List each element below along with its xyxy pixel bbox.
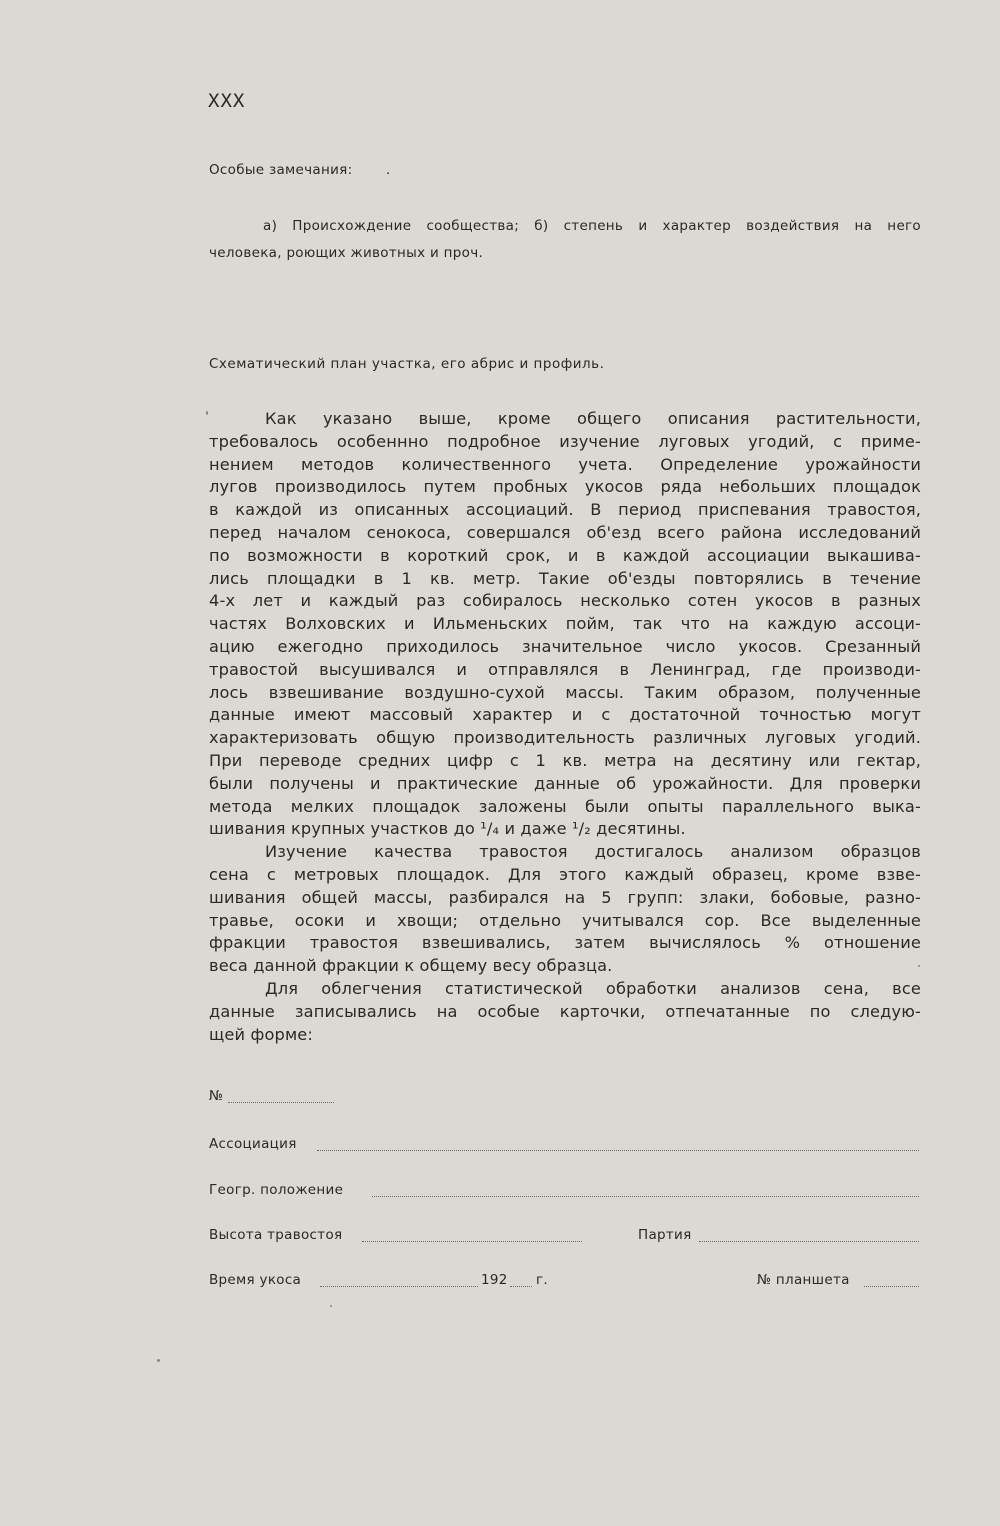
paragraph-1 bbox=[209, 408, 921, 841]
form-year-suffix: г. bbox=[536, 1272, 548, 1288]
body-text bbox=[209, 408, 921, 1046]
text-line: шивания общей массы, разбирался на 5 групп: злаки, бобовые, разно- bbox=[209, 887, 921, 907]
form-mowing-time-label: Время укоса bbox=[209, 1272, 302, 1288]
paper-speck bbox=[206, 411, 208, 415]
text-line: лись площадки в 1 кв. метр. Такие об'езды повторялись в течение bbox=[209, 568, 921, 588]
text-line: ацию ежегодно приходилось значительное число укосов. Срезанный bbox=[209, 636, 921, 656]
form-tablet-number-label: № планшета bbox=[757, 1272, 850, 1288]
page-number: XXX bbox=[208, 90, 246, 112]
form-year-label: 192 bbox=[481, 1272, 508, 1288]
text-line: данные записывались на особые карточки, отпечатанные по следую- bbox=[209, 1001, 921, 1021]
special-notes-heading: Особые замечания: bbox=[209, 162, 353, 178]
text-line: Как указано выше, кроме общего описания растительности, bbox=[265, 409, 921, 428]
text-line: по возможности в короткий срок, и в каждой ассоциации выкашива- bbox=[209, 545, 921, 565]
special-notes-line-1: а) Происхождение сообщества; б) степень и характер воздействия на него bbox=[263, 218, 921, 234]
plan-caption: Схематический план участка, его абрис и профиль. bbox=[209, 356, 605, 372]
form-stand-height-blank bbox=[362, 1241, 582, 1242]
form-stand-height-label: Высота травостоя bbox=[209, 1227, 343, 1243]
text-line: характеризовать общую производительность различных луговых угодий. bbox=[209, 728, 921, 748]
text-line: нением методов количественного учета. Определение урожайности bbox=[209, 454, 921, 474]
paper-speck bbox=[330, 1305, 332, 1307]
text-line: травье, осоки и хвощи; отдельно учитывался сор. Все выделенные bbox=[209, 910, 921, 930]
paper-speck bbox=[157, 1359, 160, 1362]
text-line: лось взвешивание воздушно-сухой массы. Таким образом, полученные bbox=[209, 682, 921, 702]
form-tablet-number-blank bbox=[864, 1286, 919, 1287]
form-party-label: Партия bbox=[638, 1227, 692, 1243]
text-line: травостой высушивался и отправлялся в Ленинград, где производи- bbox=[209, 659, 921, 679]
form-association-label: Ассоциация bbox=[209, 1136, 297, 1152]
speck-mark: . bbox=[386, 162, 391, 178]
text-line: шивания крупных участков до ¹/₄ и даже ¹/₂ десятины. bbox=[209, 819, 686, 839]
text-line: веса данной фракции к общему весу образца. bbox=[209, 956, 613, 976]
special-notes-line-2: человека, роющих животных и проч. bbox=[209, 245, 484, 261]
text-line: 4-х лет и каждый раз собиралось несколько сотен укосов в разных bbox=[209, 591, 921, 611]
text-line: лугов производилось путем пробных укосов ряда небольших площадок bbox=[209, 477, 921, 497]
text-line: требовалось особеннно подробное изучение луговых угодий, с приме- bbox=[209, 431, 921, 451]
form-mowing-time-blank bbox=[320, 1286, 478, 1287]
text-line: Для облегчения статистической обработки анализов сена, все bbox=[265, 978, 921, 998]
text-line: частях Волховских и Ильменьских пойм, так что на каждую ассоци- bbox=[209, 614, 921, 634]
paragraph-2 bbox=[209, 841, 921, 978]
text-line: данные имеют массовый характер и с достаточной точностью могут bbox=[209, 705, 921, 725]
form-geo-position-blank bbox=[372, 1196, 919, 1197]
text-line: щей форме: bbox=[209, 1024, 314, 1044]
form-party-blank bbox=[699, 1241, 919, 1242]
paper-speck bbox=[918, 965, 920, 967]
text-line: метода мелких площадок заложены были опыты параллельного выка- bbox=[209, 796, 921, 816]
text-line: были получены и практические данные об урожайности. Для проверки bbox=[209, 773, 921, 793]
text-line: фракции травостоя взвешивались, затем вычислялось % отношение bbox=[209, 933, 921, 953]
form-number-label: № bbox=[209, 1088, 224, 1104]
text-line: При переводе средних цифр с 1 кв. метра на десятину или гектар, bbox=[209, 750, 921, 770]
form-year-blank bbox=[510, 1286, 532, 1287]
form-association-blank bbox=[317, 1150, 919, 1151]
form-geo-position-label: Геогр. положение bbox=[209, 1182, 344, 1198]
text-line: в каждой из описанных ассоциаций. В период приспевания травостоя, bbox=[209, 500, 921, 520]
text-line: сена с метровых площадок. Для этого каждый образец, кроме взве- bbox=[209, 864, 921, 884]
form-number-blank bbox=[228, 1102, 334, 1103]
text-line: Изучение качества травостоя достигалось анализом образцов bbox=[265, 842, 921, 862]
paragraph-3 bbox=[209, 978, 921, 1046]
text-line: перед началом сенокоса, совершался об'езд всего района исследований bbox=[209, 522, 921, 542]
